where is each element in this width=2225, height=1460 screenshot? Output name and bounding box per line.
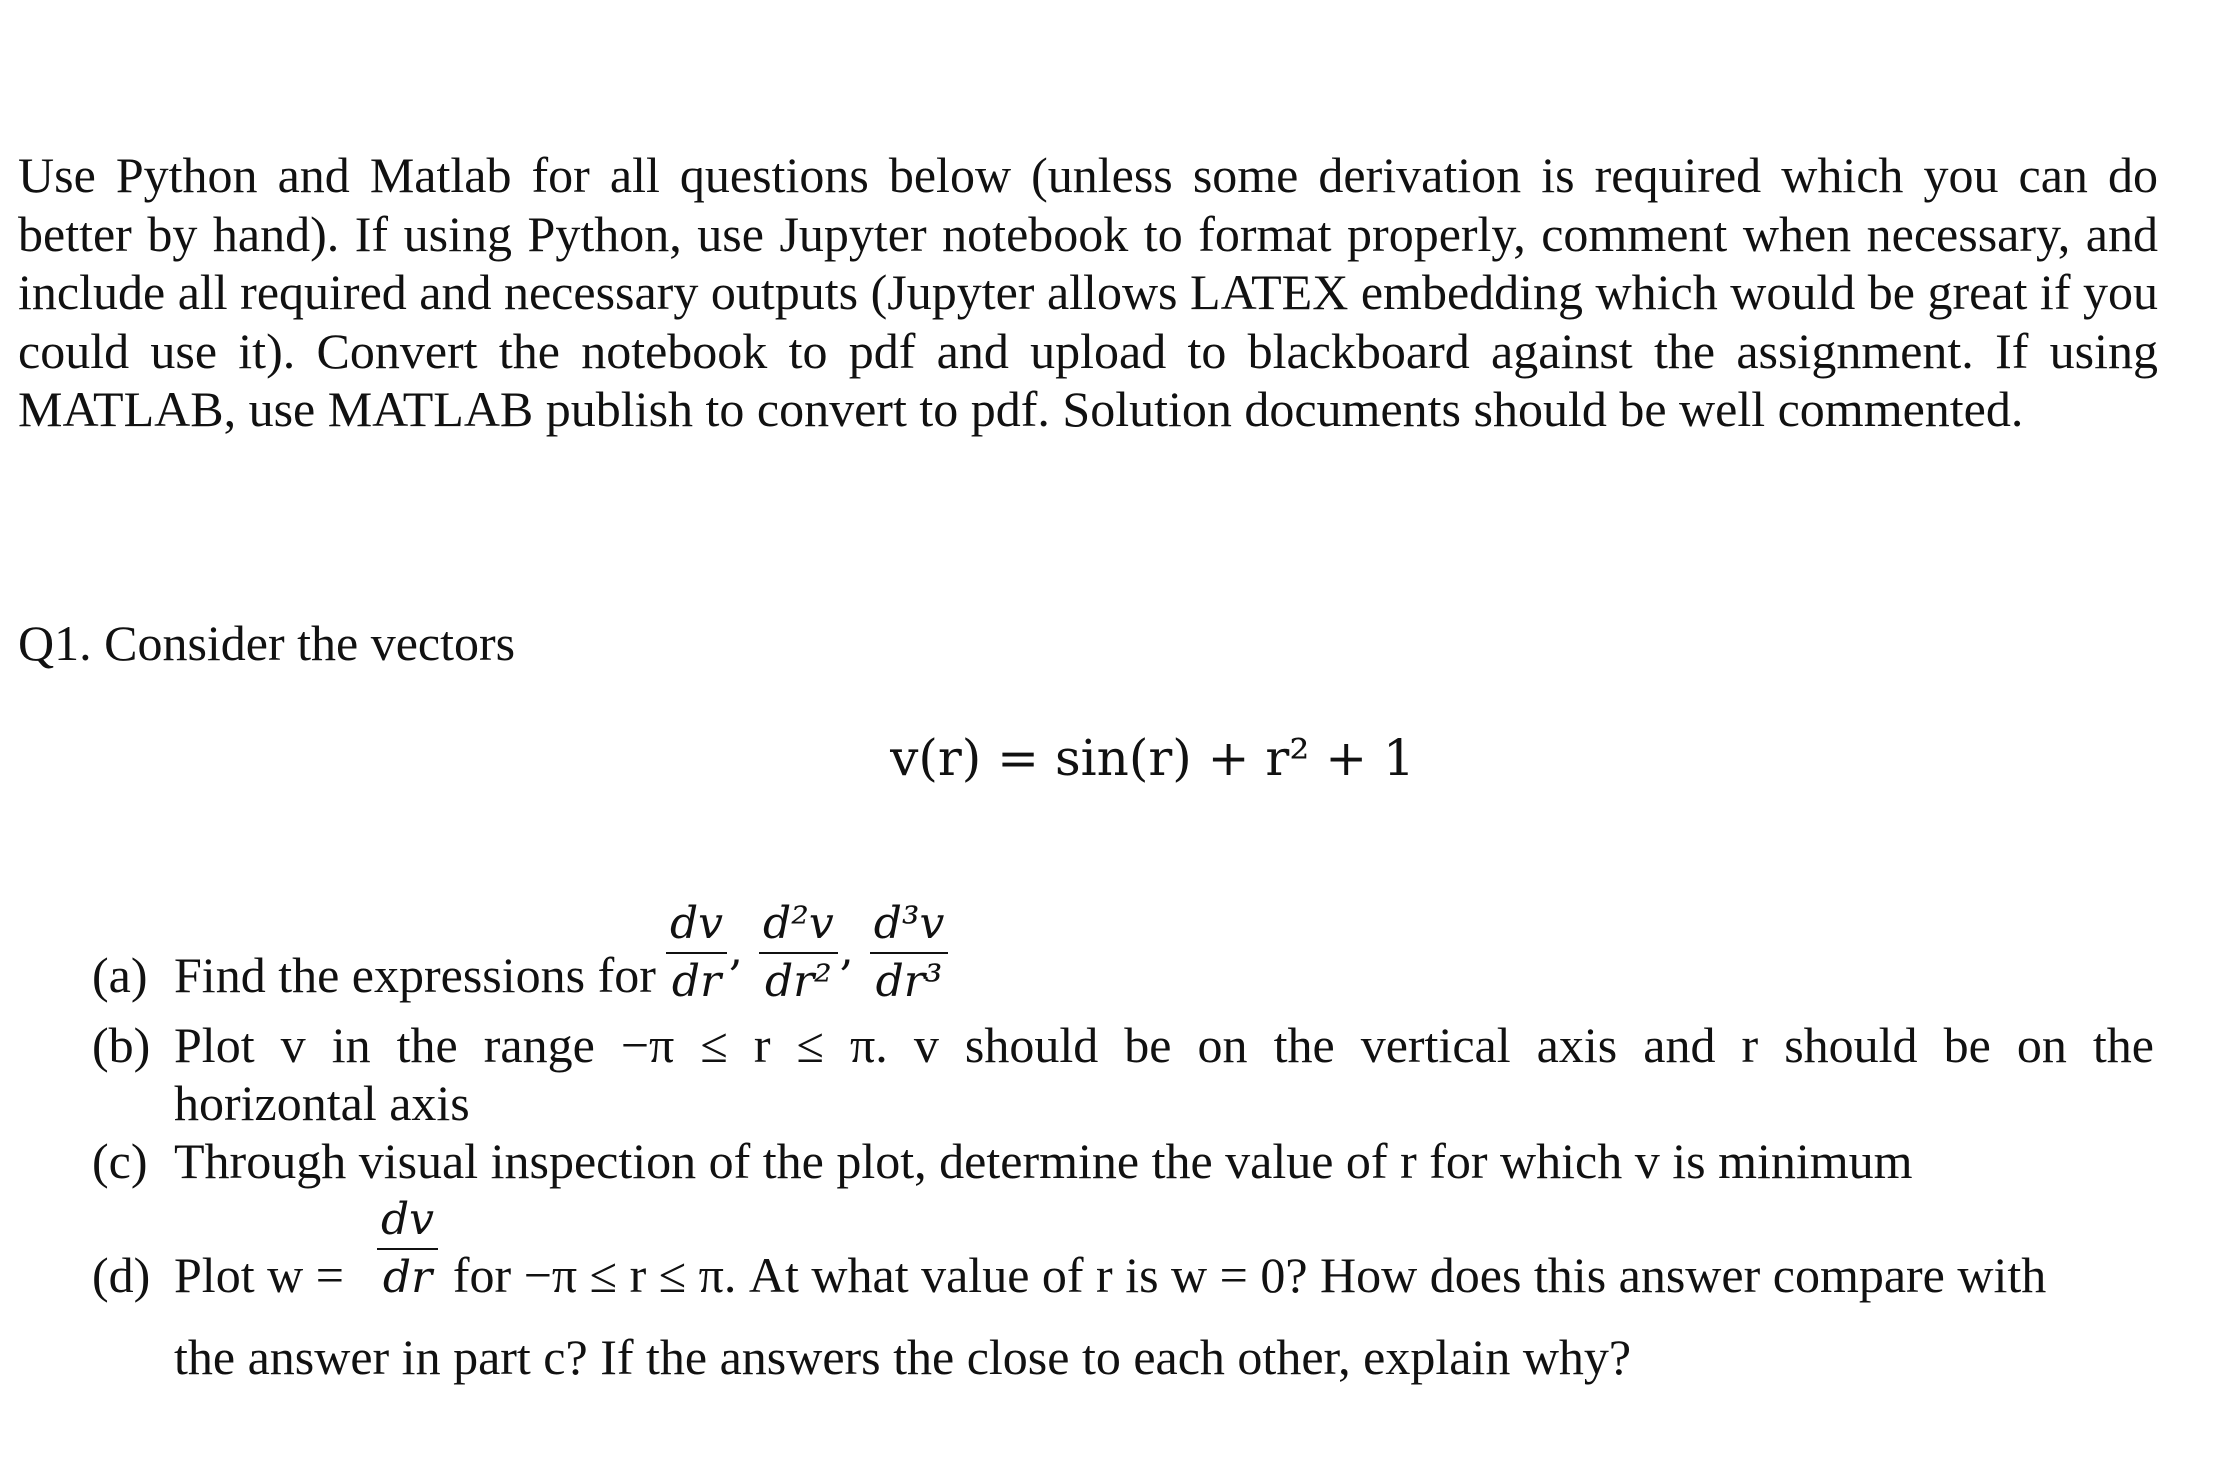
- question-heading: Q1. Consider the vectors: [18, 615, 516, 671]
- part-b: [92, 1016, 2154, 1132]
- part-a: [92, 900, 2154, 1022]
- part-b-line1: Plot v in the range −π ≤ r ≤ π. v should be on the vertical axis and r should be on the: [174, 1017, 2154, 1073]
- part-b-label: (b): [92, 1017, 151, 1073]
- fraction-denominator: dr³: [875, 956, 943, 1007]
- fraction-numerator: d²v: [759, 902, 838, 954]
- fraction-first-derivative: [666, 898, 727, 1007]
- intro-paragraph: Use Python and Matlab for all questions below (unless some derivation is required which you can do better by hand). If using Python, use Jupyter notebook to format properly, comment when necessary, and include all required and necessary outputs (Jupyter allows LATEX embedding which would be great if you could use it). Convert the notebook to pdf and upload to blackboard against the assignment. If using MATLAB, use MATLAB publish to convert to pdf. Solution documents should be well commented.: [18, 147, 2158, 437]
- part-d: [92, 1194, 2154, 1385]
- fraction-denominator: dr²: [764, 956, 832, 1007]
- fraction-second-derivative: [759, 898, 838, 1007]
- fraction-numerator: dv: [377, 1198, 438, 1250]
- part-d-suffix: for −π ≤ r ≤ π. At what value of r is w = 0? How does this answer compare with: [452, 1247, 2047, 1303]
- fraction-denominator: dr: [671, 956, 722, 1007]
- part-c-text: Through visual inspection of the plot, determine the value of r for which v is minimum: [174, 1133, 1913, 1189]
- part-d-prefix: Plot w =: [174, 1247, 344, 1303]
- question-parts: [92, 898, 2154, 1385]
- fraction-numerator: d³v: [870, 902, 949, 954]
- fraction-third-derivative: [870, 898, 949, 1007]
- vector-equation: v(r) = sin(r) + r² + 1: [890, 729, 1415, 787]
- fraction-numerator: dv: [666, 902, 727, 954]
- part-a-label: (a): [92, 947, 148, 1003]
- part-a-text: Find the expressions for: [174, 947, 656, 1003]
- part-b-line2: horizontal axis: [174, 1075, 470, 1131]
- part-c-label: (c): [92, 1133, 148, 1189]
- part-a-fractions: $\frac{dv}{dr}$ , $\frac{\text{d²v}}{\text{dr²}}$ , $\frac{\text{d³v}}{\text{dr³}}$: [664, 902, 950, 1004]
- part-c: [92, 1132, 2154, 1190]
- fraction-dv-dr: [377, 1194, 438, 1303]
- fraction-denominator: dr: [382, 1252, 433, 1303]
- part-d-line1: [174, 1246, 2154, 1304]
- part-d-label: (d): [92, 1247, 151, 1303]
- part-d-line2: the answer in part c? If the answers the close to each other, explain why?: [174, 1329, 1632, 1385]
